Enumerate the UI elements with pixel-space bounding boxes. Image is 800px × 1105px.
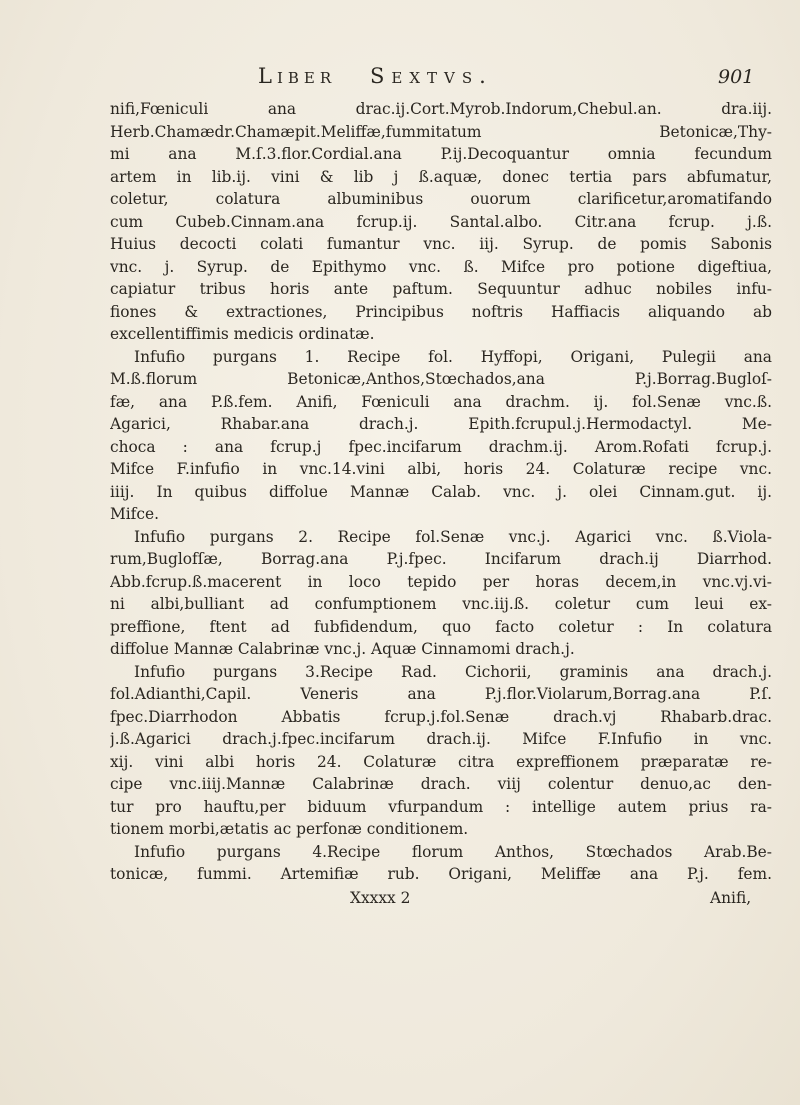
text-line: nifi,Fœniculi ana drac.ij.Cort.Myrob.Indorum,Chebul.an. dra.iij. — [110, 100, 772, 118]
text-line: mi ana M.ſ.3.flor.Cordial.ana P.ij.Decoquantur omnia fecundum — [110, 145, 772, 163]
text-line: Herb.Chamædr.Chamæpit.Meliffæ,fummitatum Betonicæ,Thy- — [110, 122, 772, 141]
text-line: artem in lib.ij. vini & lib j ß.aquæ, donec tertia pars abfumatur, — [110, 167, 772, 186]
text-line: xij. vini albi horis 24. Colaturæ citra expreffionem præparatæ re- — [110, 752, 772, 771]
text-line: Infufio purgans 4.Recipe florum Anthos, Stœchados Arab.Be- — [134, 842, 772, 861]
text-line: Mifce. — [110, 505, 159, 523]
text-line: M.ß.florum Betonicæ,Anthos,Stœchados,ana P.j.Borrag.Bugloſ- — [110, 370, 772, 388]
text-line: vnc. j. Syrup. de Epithymo vnc. ß. Mifce pro potione digeftiua, — [110, 257, 772, 276]
text-line: capiatur tribus horis ante paftum. Sequuntur adhuc nobiles infu- — [110, 280, 772, 298]
text-line: tionem morbi,ætatis ac perfonæ conditionem. — [110, 820, 469, 838]
text-line: j.ß.Agarici drach.j.fpec.incifarum drach.ij. Mifce F.Infufio in vnc. — [110, 730, 772, 748]
text-line: coletur, colatura albuminibus ouorum clarificetur,aromatifando — [110, 190, 772, 208]
text-line: preffione, ftent ad fubfidendum, quo facto coletur : In colatura — [110, 617, 772, 636]
text-line: cipe vnc.iiij.Mannæ Calabrinæ drach. viij colentur denuo,ac den- — [110, 775, 772, 793]
running-head-book: Liber — [258, 64, 337, 88]
running-head — [0, 64, 800, 94]
text-line: fol.Adianthi,Capil. Veneris ana P.j.flor.Violarum,Borrag.ana P.ſ. — [110, 685, 772, 703]
catchword: Anifi, — [710, 888, 752, 907]
text-line: Huius decocti colati fumantur vnc. iij. Syrup. de pomis Sabonis — [110, 235, 772, 253]
text-line: fpec.Diarrhodon Abbatis fcrup.j.fol.Senæ drach.vj Rhabarb.drac. — [110, 707, 772, 726]
signature-mark: Xxxxx 2 — [350, 888, 411, 907]
text-line: tonicæ, fummi. Artemifiæ rub. Origani, Meliffæ ana P.j. fem. — [110, 865, 772, 883]
text-line: Infufio purgans 3.Recipe Rad. Cichorii, graminis ana drach.j. — [134, 662, 772, 681]
page-number: 901 — [718, 66, 755, 88]
text-line: fæ, ana P.ß.fem. Anifi, Fœniculi ana drachm. ij. fol.Senæ vnc.ß. — [110, 392, 772, 411]
text-line: diffolue Mannæ Calabrinæ vnc.j. Aquæ Cinnamomi drach.j. — [110, 640, 575, 658]
text-line: rum,Buglofſæ, Borrag.ana P.j.fpec. Incifarum drach.ij Diarrhod. — [110, 550, 772, 568]
page-footer — [110, 886, 772, 910]
page-body — [110, 98, 772, 910]
text-line: Infufio purgans 1. Recipe fol. Hyffopi, Origani, Pulegii ana — [134, 347, 772, 366]
text-line: Infufio purgans 2. Recipe fol.Senæ vnc.j. Agarici vnc. ß.Viola- — [134, 527, 772, 546]
text-line: iiij. In quibus diffolue Mannæ Calab. vnc. j. olei Cinnam.gut. ij. — [110, 482, 772, 501]
text-line: excellentiffimis medicis ordinatæ. — [110, 325, 375, 343]
text-line: fiones & extractiones, Principibus noftris Haffiacis aliquando ab — [110, 302, 772, 321]
text-line: Mifce F.infufio in vnc.14.vini albi, horis 24. Colaturæ recipe vnc. — [110, 460, 772, 478]
running-head-number: Sextvs. — [370, 64, 493, 88]
text-line: Agarici, Rhabar.ana drach.j. Epith.fcrupul.j.Hermodactyl. Me- — [110, 415, 772, 433]
text-line: ni albi,bulliant ad confumptionem vnc.iij.ß. coletur cum leui ex- — [110, 595, 772, 613]
text-line: choca : ana fcrup.j fpec.incifarum drachm.ij. Arom.Rofati fcrup.j. — [110, 437, 772, 456]
text-line: cum Cubeb.Cinnam.ana fcrup.ij. Santal.albo. Citr.ana fcrup. j.ß. — [110, 212, 772, 231]
text-line: tur pro hauftu,per biduum vfurpandum : intellige autem prius ra- — [110, 797, 772, 816]
text-line: Abb.fcrup.ß.macerent in loco tepido per horas decem,in vnc.vj.vi- — [110, 572, 772, 591]
